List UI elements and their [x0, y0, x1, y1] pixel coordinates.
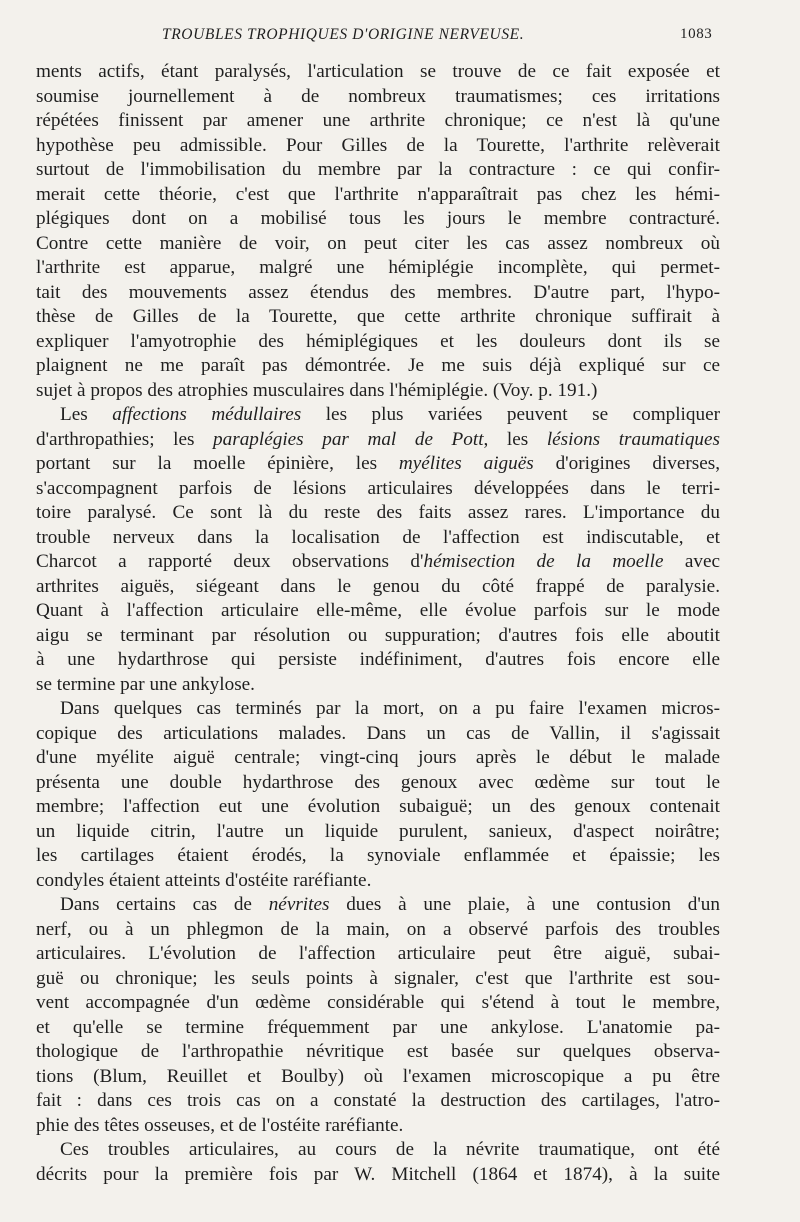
text-segment: Quant à l'affection articulaire elle-même, elle évolue parfois sur le mode	[36, 600, 720, 621]
text-line	[36, 60, 720, 85]
text-segment: nerf, ou à un phlegmon de la main, on a observé parfois des troubles	[36, 918, 720, 940]
text-segment: vent accompagnée d'un œdème considérable qui s'étend à tout le membre,	[36, 992, 720, 1013]
text-segment: , les	[483, 428, 547, 450]
text-segment: décrits pour la première fois par W. Mitchell (1864 et 1874), à la suite	[36, 1163, 720, 1185]
text-segment: avec	[663, 551, 721, 572]
italic-term: affections médullaires	[112, 404, 302, 425]
text-line	[36, 746, 720, 771]
text-line	[36, 85, 720, 110]
text-segment: les cartilages étaient érodés, la synoviale enflammée et épaissie; les	[36, 845, 720, 866]
text-line	[36, 501, 720, 526]
text-segment: Charcot a rapporté deux observations d'	[36, 551, 424, 572]
text-line	[36, 354, 720, 379]
text-line	[36, 893, 720, 918]
text-line	[36, 526, 720, 551]
running-head	[0, 26, 800, 48]
text-segment: s'accompagnent parfois de lésions articulaires développées dans le terri-	[36, 477, 720, 499]
text-line	[36, 379, 720, 404]
text-segment: un liquide citrin, l'autre un liquide purulent, sanieux, d'aspect noirâtre;	[36, 820, 720, 842]
text-line	[36, 1114, 720, 1139]
text-segment: Les	[60, 404, 113, 425]
text-segment: les plus variées peuvent se compliquer	[301, 404, 720, 425]
text-segment: et qu'elle se termine fréquemment par une ankylose. L'anatomie pa-	[36, 1016, 720, 1038]
text-segment: d'une myélite aiguë centrale; vingt-cinq jours après le début le malade	[36, 747, 720, 768]
text-segment: portant sur la moelle épinière, les	[36, 453, 399, 474]
text-line	[36, 403, 720, 428]
italic-term: lésions traumatiques	[546, 428, 720, 450]
text-line	[36, 452, 720, 477]
text-segment: se termine par une ankylose.	[36, 673, 255, 695]
running-title: TROUBLES TROPHIQUES D'ORIGINE NERVEUSE.	[162, 26, 525, 43]
text-segment: Dans certains cas de	[60, 894, 269, 915]
text-line	[36, 942, 720, 967]
text-segment: plégiques dont on a mobilisé tous les jours le membre contracturé.	[36, 208, 720, 229]
text-segment: toire paralysé. Ce sont là du reste des faits assez rares. L'importance du	[36, 502, 720, 523]
text-line	[36, 550, 720, 575]
text-line	[36, 1065, 720, 1090]
text-segment: répétées finissent par amener une arthrite chronique; ce n'est là qu'une	[36, 110, 720, 131]
text-segment: guë ou chronique; les seuls points à signaler, c'est que l'arthrite est sou-	[36, 967, 720, 989]
text-segment: membre; l'affection eut une évolution subaiguë; un des genoux contenait	[36, 796, 720, 817]
text-line	[36, 918, 720, 943]
text-line	[36, 697, 720, 722]
text-line	[36, 428, 720, 453]
italic-term: névrites	[268, 894, 330, 915]
text-line	[36, 967, 720, 992]
page-number: 1083	[680, 26, 713, 42]
text-segment: ments actifs, étant paralysés, l'articulation se trouve de ce fait exposée et	[36, 61, 720, 82]
text-line	[36, 1089, 720, 1114]
text-line	[36, 1040, 720, 1065]
text-segment: tait des mouvements assez étendus des membres. D'autre part, l'hypo-	[36, 281, 720, 303]
text-line	[36, 305, 720, 330]
text-segment: Dans quelques cas terminés par la mort, on a pu faire l'examen micros-	[60, 698, 720, 719]
text-line	[36, 869, 720, 894]
text-segment: articulaires. L'évolution de l'affection articulaire peut être aiguë, subai-	[36, 943, 720, 964]
text-line	[36, 134, 720, 159]
text-segment: trouble nerveux dans la localisation de l'affection est indiscutable, et	[36, 526, 720, 548]
text-line	[36, 256, 720, 281]
text-segment: présenta une double hydarthrose des genoux avec œdème sur tout le	[36, 771, 720, 793]
text-line	[36, 820, 720, 845]
text-segment: d'origines diverses,	[533, 453, 720, 474]
text-line	[36, 232, 720, 257]
text-segment: fait : dans ces trois cas on a constaté la destruction des cartilages, l'atro-	[36, 1090, 720, 1111]
text-segment: aigu se terminant par résolution ou suppuration; d'autres fois elle aboutit	[36, 624, 720, 646]
text-segment: surtout de l'immobilisation du membre par la contracture : ce qui confir-	[36, 159, 720, 180]
text-line	[36, 1138, 720, 1163]
text-line	[36, 722, 720, 747]
text-line	[36, 771, 720, 796]
text-line	[36, 844, 720, 869]
text-segment: hypothèse peu admissible. Pour Gilles de la Tourette, l'arthrite relèverait	[36, 134, 720, 156]
text-line	[36, 207, 720, 232]
body-text	[36, 60, 720, 1187]
italic-term: paraplégies par mal de Pott	[213, 428, 484, 450]
text-line	[36, 1016, 720, 1041]
text-line	[36, 795, 720, 820]
text-segment: arthrites aiguës, siégeant dans le genou du côté frappé de paralysie.	[36, 575, 720, 597]
italic-term: myélites aiguës	[398, 453, 534, 474]
text-segment: sujet à propos des atrophies musculaires dans l'hémiplégie. (Voy. p. 191.)	[36, 379, 598, 401]
text-segment: expliquer l'amyotrophie des hémiplégiques et les douleurs dont ils se	[36, 330, 720, 352]
text-line	[36, 109, 720, 134]
text-line	[36, 477, 720, 502]
text-segment: copique des articulations malades. Dans un cas de Vallin, il s'agissait	[36, 722, 720, 744]
text-segment: thèse de Gilles de la Tourette, que cette arthrite chronique suffirait à	[36, 306, 720, 327]
text-segment: l'arthrite est apparue, malgré une hémiplégie incomplète, qui permet-	[36, 257, 720, 278]
text-segment: à une hydarthrose qui persiste indéfiniment, d'autres fois encore elle	[36, 649, 720, 670]
text-line	[36, 281, 720, 306]
text-line	[36, 624, 720, 649]
text-segment: thologique de l'arthropathie névritique est basée sur quelques observa-	[36, 1041, 720, 1062]
text-line	[36, 575, 720, 600]
text-segment: phie des têtes osseuses, et de l'ostéite raréfiante.	[36, 1114, 404, 1136]
text-line	[36, 673, 720, 698]
text-segment: plaignent ne me paraît pas démontrée. Je me suis déjà expliqué sur ce	[36, 355, 720, 376]
text-line	[36, 158, 720, 183]
text-line	[36, 330, 720, 355]
text-segment: condyles étaient atteints d'ostéite raréfiante.	[36, 869, 372, 891]
text-line	[36, 1163, 720, 1188]
text-line	[36, 183, 720, 208]
text-segment: d'arthropathies; les	[36, 428, 214, 450]
text-line	[36, 991, 720, 1016]
text-segment: soumise journellement à de nombreux traumatismes; ces irritations	[36, 85, 720, 107]
text-segment: dues à une plaie, à une contusion d'un	[329, 894, 720, 915]
text-segment: Contre cette manière de voir, on peut citer les cas assez nombreux où	[36, 232, 720, 254]
text-line	[36, 599, 720, 624]
text-line	[36, 648, 720, 673]
text-segment: tions (Blum, Reuillet et Boulby) où l'examen microscopique a pu être	[36, 1065, 720, 1087]
italic-term: hémisection de la moelle	[423, 551, 664, 572]
text-segment: merait cette théorie, c'est que l'arthrite n'apparaîtrait pas chez les hémi-	[36, 183, 720, 205]
text-segment: Ces troubles articulaires, au cours de la névrite traumatique, ont été	[60, 1139, 720, 1160]
